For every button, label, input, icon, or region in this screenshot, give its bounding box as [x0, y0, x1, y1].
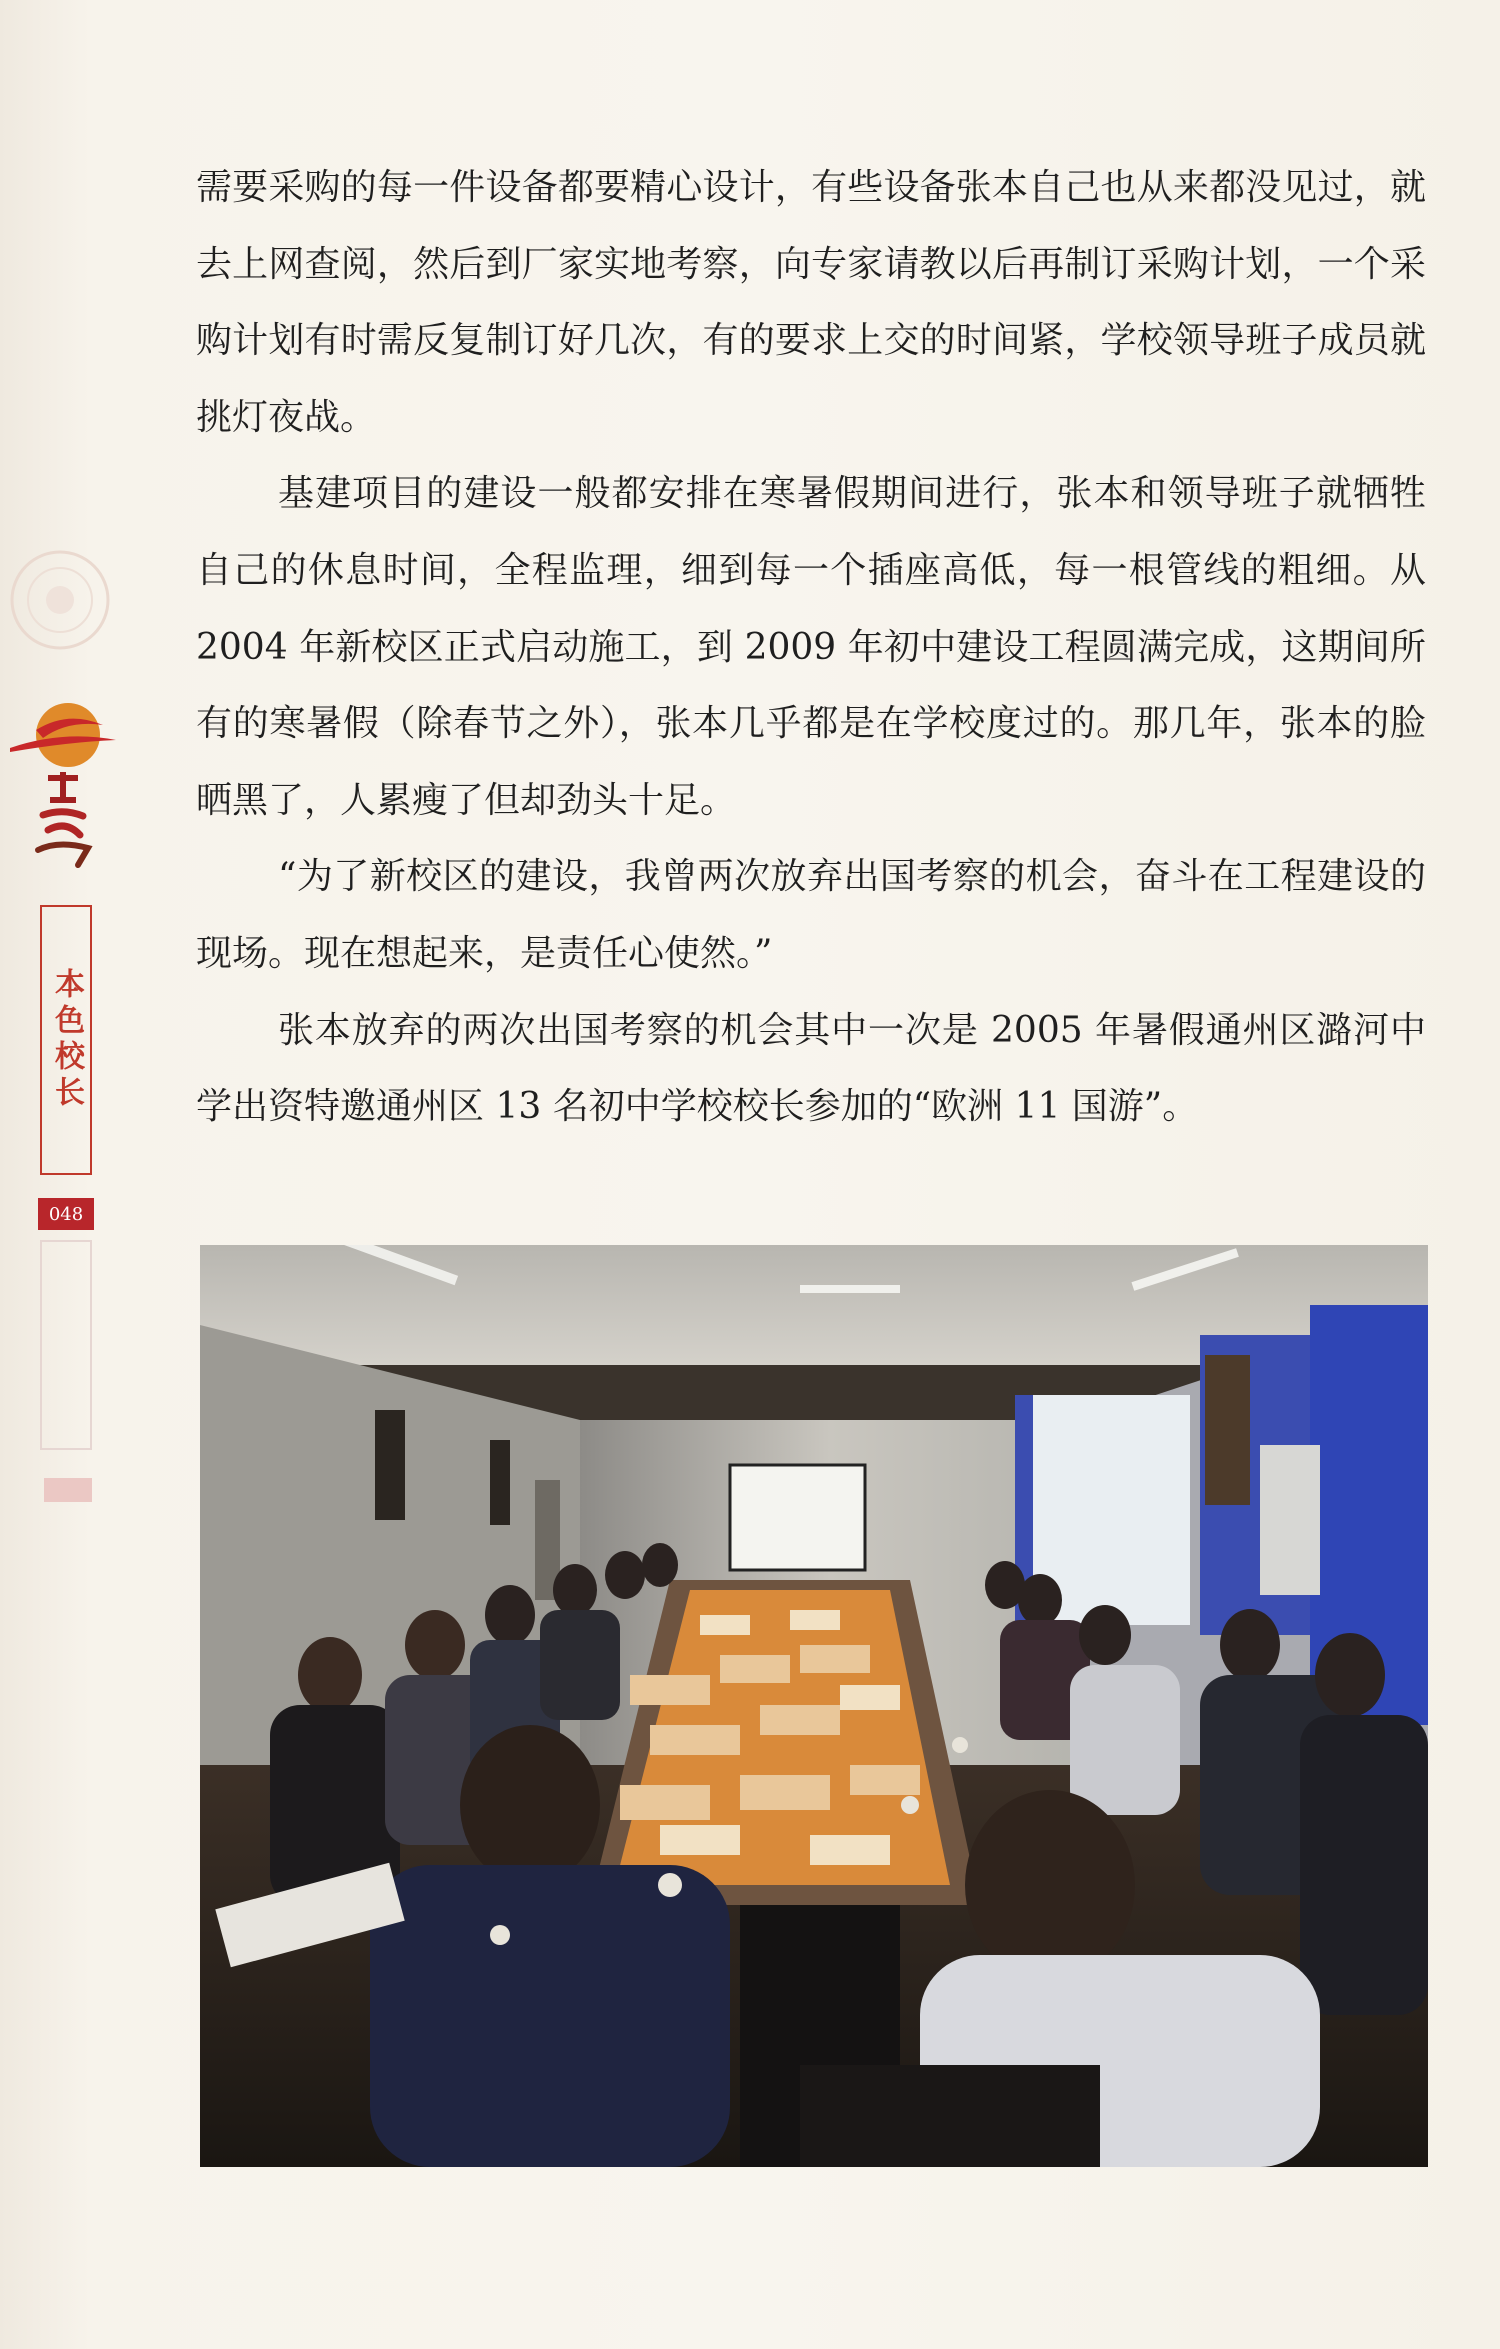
paragraph-1: 需要采购的每一件设备都要精心设计，有些设备张本自己也从来都没见过，就去上网查阅，然后到厂家实地考察，向专家请教以后再制订采购计划，一个采购计划有时需反复制订好几次，有的要求上交的时间紧，学校领导班子成员就挑灯夜战。 — [196, 167, 1426, 438]
section-label-text: 本色校长 — [49, 968, 84, 1112]
page-number: 048 — [38, 1198, 94, 1230]
paragraph-4: 张本放弃的两次出国考察的机会其中一次是 2005 年暑假通州区潞河中学出资特邀通州区 13 名初中学校校长参加的“欧洲 11 国游”。 — [196, 1009, 1426, 1128]
paragraph-2: 基建项目的建设一般都安排在寒暑假期间进行，张本和领导班子就牺牲自己的休息时间，全程监理，细到每一个插座高低，每一根管线的粗细。从 2004 年新校区正式启动施工，到 2009 年初中建设工程圆满完成，这期间所有的寒暑假（除春节之外），张本几乎都是在学校度过的。那几年，张本的脸晒黑了，人累瘦了但却劲头十足。 — [196, 473, 1426, 821]
body-text — [196, 150, 1426, 1146]
ju-ren-zhan-logo-icon — [8, 690, 118, 880]
margin-faint-box — [40, 1240, 92, 1450]
meeting-room-photo — [200, 1245, 1428, 2167]
meeting-photo-illustration — [200, 1245, 1428, 2167]
margin-faint-tab — [44, 1478, 92, 1502]
paragraph-3: “为了新校区的建设，我曾两次放弃出国考察的机会，奋斗在工程建设的现场。现在想起来，是责任心使然。” — [196, 856, 1426, 974]
section-label — [40, 905, 92, 1175]
